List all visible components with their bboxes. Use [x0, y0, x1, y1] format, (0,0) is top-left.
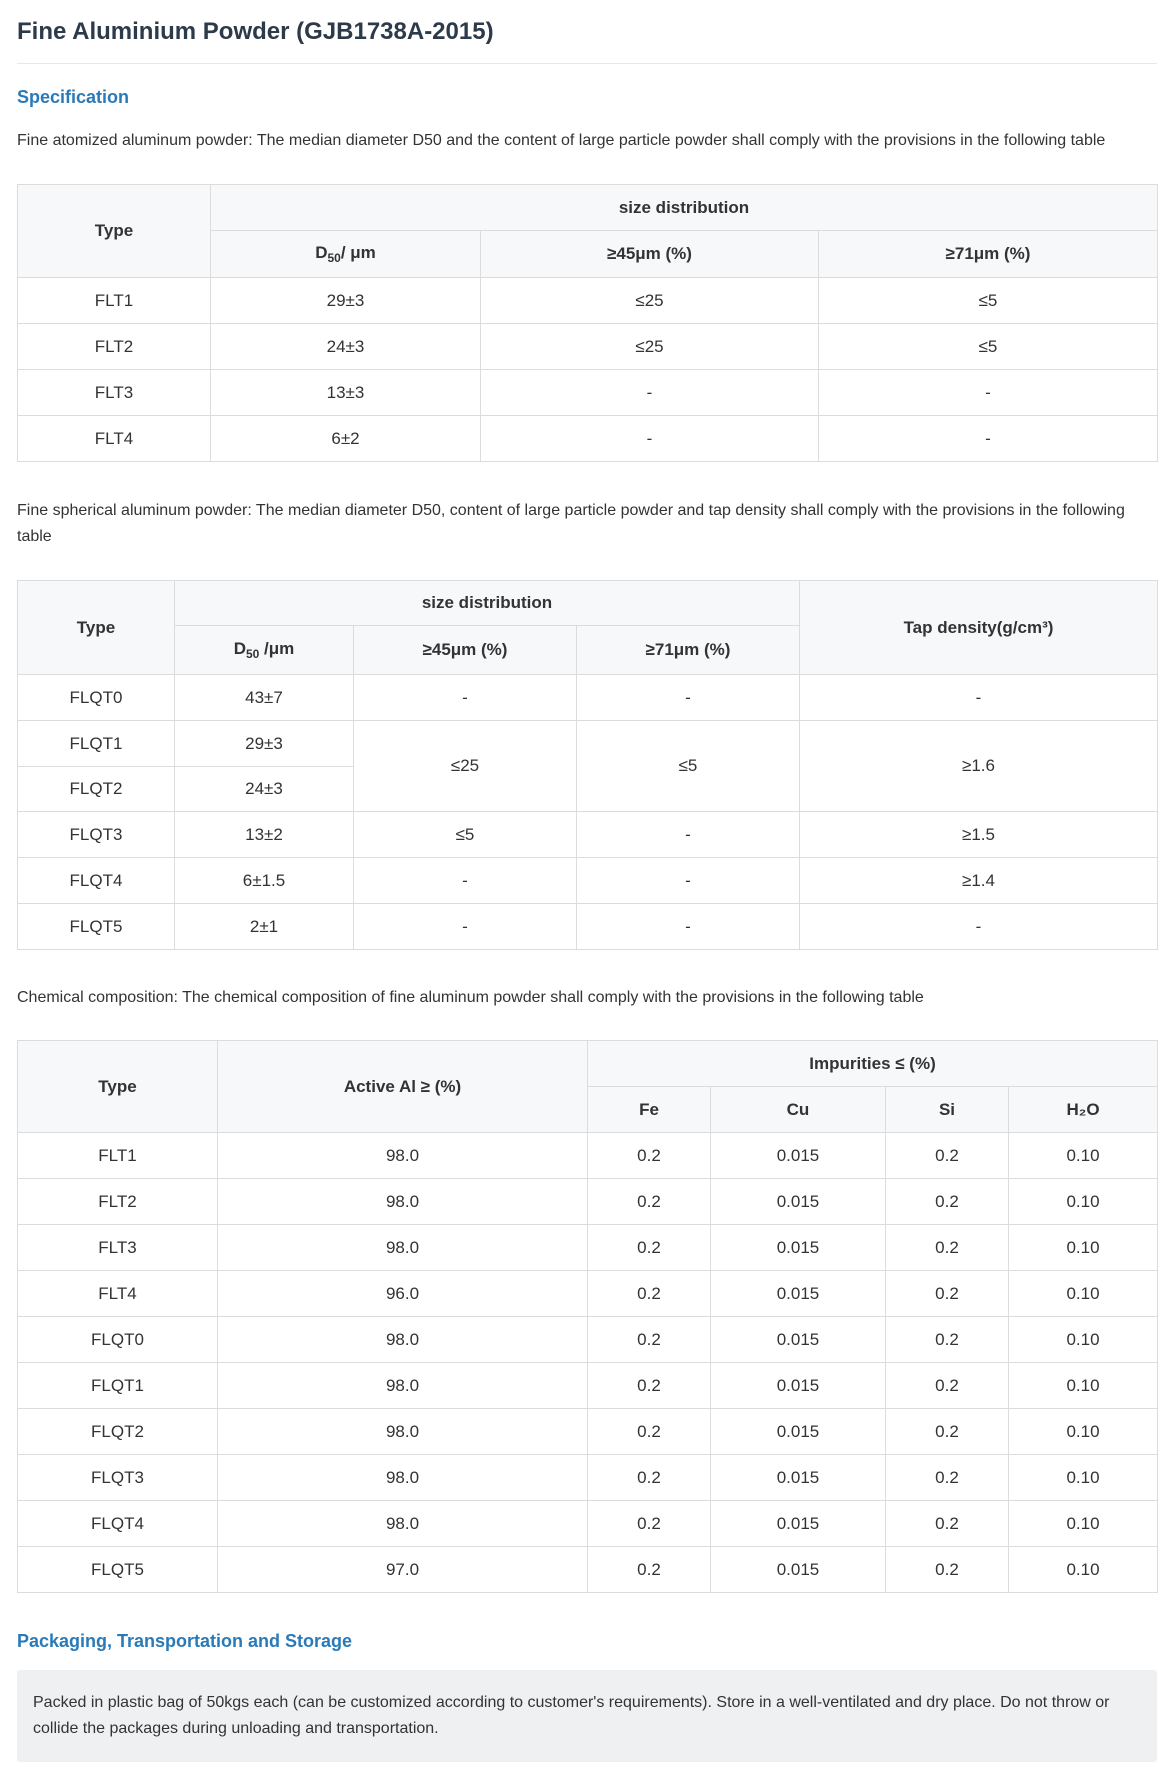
cell-h2o: 0.10	[1009, 1501, 1158, 1547]
cell-d50: 6±2	[211, 416, 481, 462]
cell-fe: 0.2	[588, 1455, 711, 1501]
column-header-impurities: Impurities ≤ (%)	[588, 1041, 1158, 1087]
cell-type: FLQT1	[18, 721, 175, 767]
column-header-fe: Fe	[588, 1087, 711, 1133]
cell-tap-density: ≥1.4	[800, 858, 1158, 904]
cell-si: 0.2	[886, 1133, 1009, 1179]
column-header-ge45: ≥45μm (%)	[481, 231, 819, 278]
column-header-type: Type	[18, 581, 175, 675]
spherical-intro-text: Fine spherical aluminum powder: The median diameter D50, content of large particle powder and tap density shall comply with the provisions in the following table	[17, 502, 1125, 545]
cell-ge45: -	[481, 416, 819, 462]
cell-ge71: ≤5	[819, 278, 1158, 324]
cell-h2o: 0.10	[1009, 1363, 1158, 1409]
cell-h2o: 0.10	[1009, 1409, 1158, 1455]
cell-ge71: -	[819, 416, 1158, 462]
cell-d50: 29±3	[175, 721, 354, 767]
cell-h2o: 0.10	[1009, 1317, 1158, 1363]
cell-type: FLQT4	[18, 858, 175, 904]
column-header-type: Type	[18, 185, 211, 278]
column-header-size-distribution: size distribution	[211, 185, 1158, 231]
cell-ge45: -	[354, 904, 577, 950]
table-row	[18, 1271, 1158, 1317]
cell-fe: 0.2	[588, 1271, 711, 1317]
atomized-intro-text: Fine atomized aluminum powder: The median diameter D50 and the content of large particle powder shall comply with the provisions in the following table	[17, 132, 1106, 149]
cell-d50: 6±1.5	[175, 858, 354, 904]
page-title: Fine Aluminium Powder (GJB1738A-2015)	[17, 18, 494, 45]
table-row	[18, 370, 1158, 416]
cell-cu: 0.015	[711, 1363, 886, 1409]
cell-active-al: 98.0	[218, 1409, 588, 1455]
cell-ge45: ≤25	[481, 278, 819, 324]
cell-d50: 43±7	[175, 675, 354, 721]
column-header-ge71: ≥71μm (%)	[577, 626, 800, 675]
column-header-tap-density: Tap density(g/cm³)	[800, 581, 1158, 675]
table-row	[18, 1133, 1158, 1179]
cell-si: 0.2	[886, 1455, 1009, 1501]
cell-type: FLT3	[18, 1225, 218, 1271]
cell-fe: 0.2	[588, 1363, 711, 1409]
d50-unit: /μm	[259, 639, 295, 658]
cell-ge71: -	[577, 812, 800, 858]
column-header-d50	[175, 626, 354, 675]
packaging-heading: Packaging, Transportation and Storage	[17, 1631, 353, 1651]
table-row	[18, 278, 1158, 324]
cell-type: FLQT1	[18, 1363, 218, 1409]
packaging-note-box	[17, 1670, 1157, 1762]
table-row	[18, 675, 1158, 721]
cell-fe: 0.2	[588, 1133, 711, 1179]
chemical-intro-text: Chemical composition: The chemical composition of fine aluminum powder shall comply with the provisions in the following table	[17, 989, 924, 1006]
cell-ge45: -	[481, 370, 819, 416]
specification-heading: Specification	[17, 87, 130, 107]
cell-h2o: 0.10	[1009, 1179, 1158, 1225]
cell-si: 0.2	[886, 1271, 1009, 1317]
cell-ge71: -	[577, 858, 800, 904]
column-header-h2o: H₂O	[1009, 1087, 1158, 1133]
cell-cu: 0.015	[711, 1501, 886, 1547]
cell-tap-density: ≥1.6	[800, 721, 1158, 812]
cell-si: 0.2	[886, 1363, 1009, 1409]
cell-tap-density: -	[800, 675, 1158, 721]
table-row	[18, 1225, 1158, 1271]
cell-type: FLT4	[18, 416, 211, 462]
cell-tap-density: -	[800, 904, 1158, 950]
cell-si: 0.2	[886, 1547, 1009, 1593]
chemical-composition-table	[17, 1040, 1158, 1593]
d50-subscript: 50	[245, 647, 260, 661]
cell-fe: 0.2	[588, 1501, 711, 1547]
column-header-ge71: ≥71μm (%)	[819, 231, 1158, 278]
cell-active-al: 98.0	[218, 1225, 588, 1271]
cell-ge45: ≤25	[354, 721, 577, 812]
cell-d50: 2±1	[175, 904, 354, 950]
cell-fe: 0.2	[588, 1547, 711, 1593]
cell-type: FLT2	[18, 1179, 218, 1225]
cell-h2o: 0.10	[1009, 1455, 1158, 1501]
cell-si: 0.2	[886, 1501, 1009, 1547]
cell-ge71: ≤5	[577, 721, 800, 812]
cell-d50: 24±3	[175, 767, 354, 812]
cell-cu: 0.015	[711, 1179, 886, 1225]
cell-active-al: 98.0	[218, 1501, 588, 1547]
column-header-ge45: ≥45μm (%)	[354, 626, 577, 675]
d50-symbol: D	[315, 243, 328, 262]
cell-ge71: -	[577, 904, 800, 950]
column-header-active-al: Active Al ≥ (%)	[218, 1041, 588, 1133]
cell-cu: 0.015	[711, 1547, 886, 1593]
table-row	[18, 1501, 1158, 1547]
table-row	[18, 721, 1158, 767]
table-row	[18, 1363, 1158, 1409]
cell-ge45: ≤25	[481, 324, 819, 370]
table-row	[18, 1179, 1158, 1225]
cell-type: FLQT0	[18, 675, 175, 721]
cell-active-al: 97.0	[218, 1547, 588, 1593]
cell-type: FLQT4	[18, 1501, 218, 1547]
cell-fe: 0.2	[588, 1317, 711, 1363]
cell-type: FLT1	[18, 278, 211, 324]
column-header-d50	[211, 231, 481, 278]
d50-symbol: D	[233, 639, 246, 658]
cell-type: FLQT0	[18, 1317, 218, 1363]
table-row	[18, 858, 1158, 904]
cell-si: 0.2	[886, 1317, 1009, 1363]
cell-si: 0.2	[886, 1225, 1009, 1271]
cell-si: 0.2	[886, 1179, 1009, 1225]
cell-active-al: 98.0	[218, 1363, 588, 1409]
cell-type: FLQT2	[18, 1409, 218, 1455]
cell-fe: 0.2	[588, 1179, 711, 1225]
table-row	[18, 812, 1158, 858]
cell-ge45: ≤5	[354, 812, 577, 858]
cell-cu: 0.015	[711, 1133, 886, 1179]
cell-d50: 29±3	[211, 278, 481, 324]
cell-ge71: ≤5	[819, 324, 1158, 370]
cell-h2o: 0.10	[1009, 1133, 1158, 1179]
cell-type: FLT4	[18, 1271, 218, 1317]
atomized-size-table	[17, 184, 1158, 462]
cell-si: 0.2	[886, 1409, 1009, 1455]
d50-unit: / μm	[340, 243, 376, 262]
cell-active-al: 98.0	[218, 1317, 588, 1363]
column-header-size-distribution: size distribution	[175, 581, 800, 626]
cell-cu: 0.015	[711, 1317, 886, 1363]
cell-active-al: 98.0	[218, 1133, 588, 1179]
cell-cu: 0.015	[711, 1271, 886, 1317]
cell-d50: 13±3	[211, 370, 481, 416]
cell-cu: 0.015	[711, 1409, 886, 1455]
cell-ge71: -	[577, 675, 800, 721]
packaging-text: Packed in plastic bag of 50kgs each (can be customized according to customer's requirements). Store in a well-ventilated and dry place. Do not throw or collide the packages during unloading and transportation.	[33, 1694, 1110, 1737]
cell-type: FLQT5	[18, 1547, 218, 1593]
table-row	[18, 1409, 1158, 1455]
column-header-si: Si	[886, 1087, 1009, 1133]
cell-h2o: 0.10	[1009, 1547, 1158, 1593]
cell-type: FLQT2	[18, 767, 175, 812]
cell-type: FLT3	[18, 370, 211, 416]
cell-d50: 24±3	[211, 324, 481, 370]
cell-active-al: 96.0	[218, 1271, 588, 1317]
cell-ge45: -	[354, 675, 577, 721]
cell-active-al: 98.0	[218, 1179, 588, 1225]
cell-ge71: -	[819, 370, 1158, 416]
cell-d50: 13±2	[175, 812, 354, 858]
column-header-type: Type	[18, 1041, 218, 1133]
d50-subscript: 50	[327, 251, 341, 265]
cell-cu: 0.015	[711, 1225, 886, 1271]
table-row	[18, 1547, 1158, 1593]
cell-type: FLT1	[18, 1133, 218, 1179]
table-row	[18, 1317, 1158, 1363]
table-row	[18, 904, 1158, 950]
cell-type: FLQT3	[18, 812, 175, 858]
cell-type: FLT2	[18, 324, 211, 370]
cell-active-al: 98.0	[218, 1455, 588, 1501]
title-divider	[17, 63, 1157, 64]
cell-fe: 0.2	[588, 1225, 711, 1271]
cell-h2o: 0.10	[1009, 1225, 1158, 1271]
table-row	[18, 1455, 1158, 1501]
cell-h2o: 0.10	[1009, 1271, 1158, 1317]
cell-type: FLQT3	[18, 1455, 218, 1501]
column-header-cu: Cu	[711, 1087, 886, 1133]
table-row	[18, 324, 1158, 370]
cell-type: FLQT5	[18, 904, 175, 950]
cell-tap-density: ≥1.5	[800, 812, 1158, 858]
cell-cu: 0.015	[711, 1455, 886, 1501]
cell-ge45: -	[354, 858, 577, 904]
spherical-size-table	[17, 580, 1158, 950]
cell-fe: 0.2	[588, 1409, 711, 1455]
table-row	[18, 416, 1158, 462]
